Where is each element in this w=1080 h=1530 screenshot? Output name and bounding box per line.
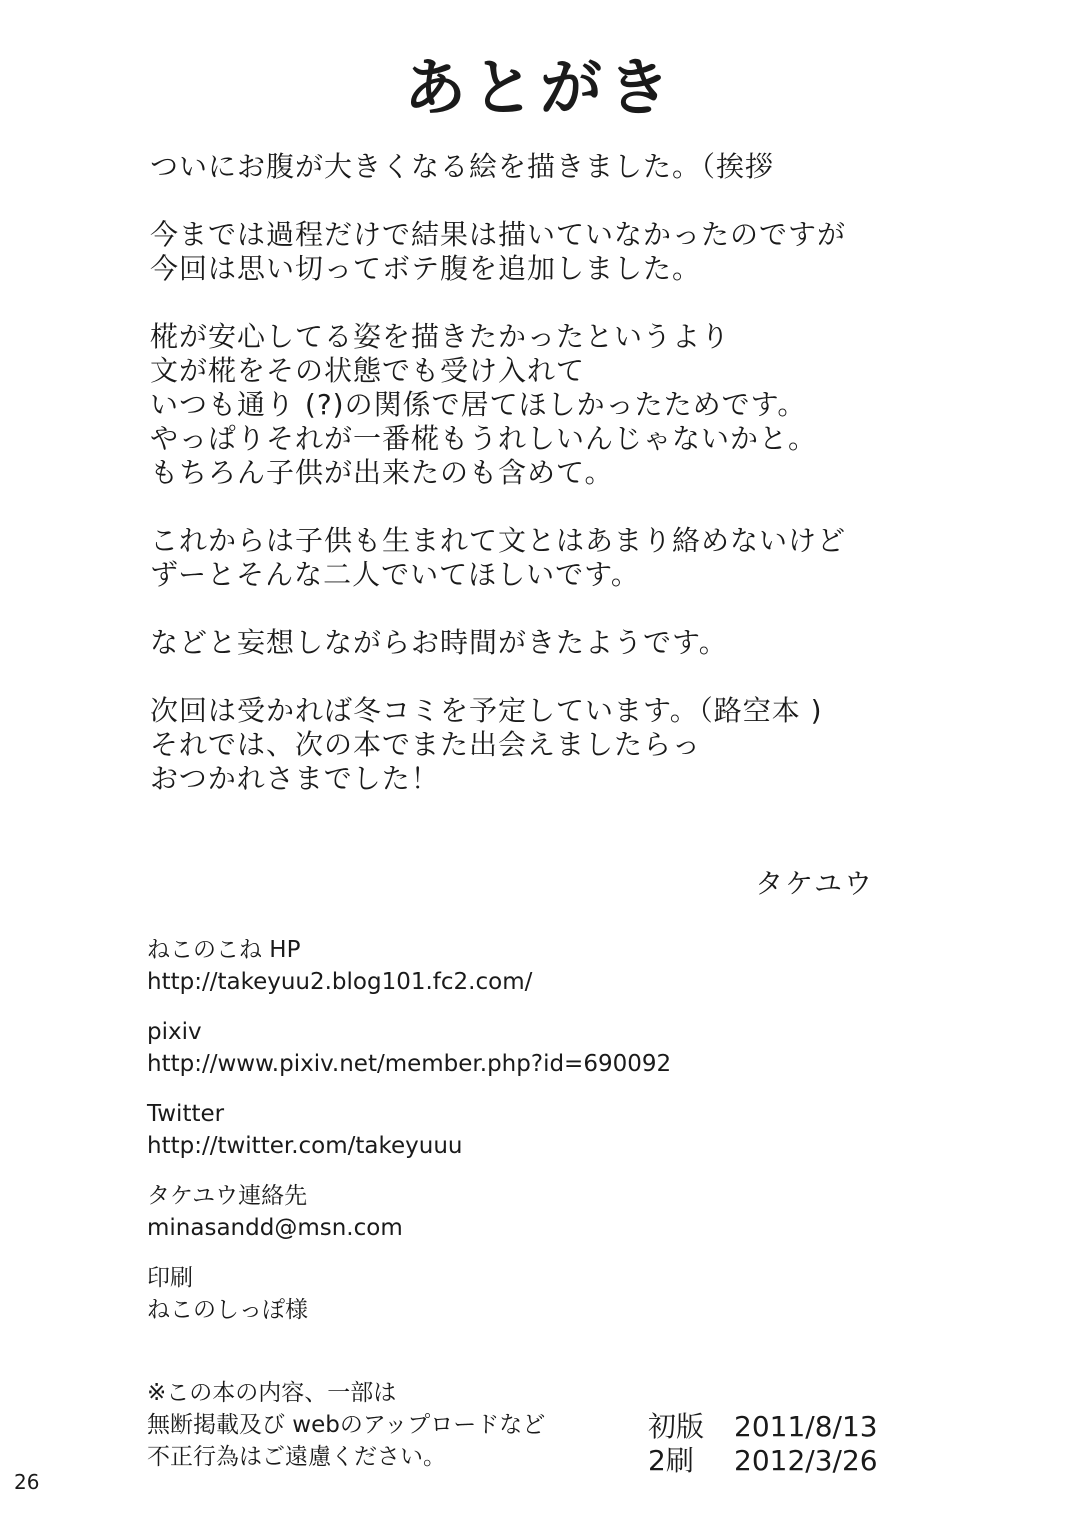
- info-block-twitter: [147, 1098, 847, 1162]
- pixiv-url[interactable]: http://www.pixiv.net/member.php?id=690092: [147, 1051, 672, 1077]
- info-block-pixiv: [147, 1016, 847, 1080]
- copyright-notice: [147, 1377, 545, 1473]
- contact-info: [147, 934, 847, 1344]
- text-line: ずーとそんな二人でいてほしいです。: [150, 558, 640, 591]
- edition-history: [648, 1410, 878, 1478]
- afterword-body: [150, 150, 910, 830]
- page-title: あとがき: [403, 51, 676, 124]
- paragraph: [150, 626, 910, 660]
- info-block-contact: [147, 1180, 847, 1244]
- notice-line: 無断掲載及び webのアップロードなど: [147, 1412, 546, 1438]
- info-label: ねこのこね HP: [147, 937, 301, 963]
- info-label: タケユウ連絡先: [147, 1183, 308, 1209]
- paragraph: [150, 320, 910, 490]
- edition-row: [648, 1410, 878, 1444]
- text-line: 椛が安心してる姿を描きたかったというより: [150, 320, 731, 353]
- info-block-homepage: [147, 934, 847, 998]
- edition-row: [648, 1444, 878, 1478]
- text-line: もちろん子供が出来たのも含めて。: [150, 456, 614, 489]
- edition-label: 2刷: [648, 1444, 694, 1477]
- text-line: 今回は思い切ってボテ腹を追加しました。: [150, 252, 702, 285]
- info-label: 印刷: [147, 1265, 193, 1291]
- edition-date: 2011/8/13: [734, 1410, 878, 1443]
- edition-label: 初版: [648, 1410, 705, 1443]
- paragraph: [150, 150, 910, 184]
- text-line: 今までは過程だけで結果は描いていなかったのですが: [150, 218, 847, 251]
- text-line: などと妄想しながらお時間がきたようです。: [150, 626, 728, 659]
- paragraph: [150, 524, 910, 592]
- author-signature: タケユウ: [755, 867, 874, 900]
- text-line: 次回は受かれば冬コミを予定しています。（路空本 ): [150, 694, 823, 727]
- notice-line: ※この本の内容、一部は: [147, 1380, 397, 1406]
- info-label: Twitter: [147, 1101, 225, 1127]
- text-line: 文が椛をその状態でも受け入れて: [150, 354, 586, 387]
- text-line: これからは子供も生まれて文とはあまり絡めないけど: [150, 524, 847, 557]
- page-number: 26: [14, 1470, 40, 1494]
- edition-date: 2012/3/26: [734, 1444, 878, 1477]
- text-line: それでは、次の本でまた出会えましたらっ: [150, 728, 702, 761]
- homepage-url[interactable]: http://takeyuu2.blog101.fc2.com/: [147, 969, 533, 995]
- info-block-printing: [147, 1262, 847, 1326]
- printer-name: ねこのしっぽ様: [147, 1297, 308, 1323]
- text-line: おつかれさまでした！: [150, 762, 440, 795]
- text-line: いつも通り (?)の関係で居てほしかったためです。: [150, 388, 807, 421]
- text-line: やっぱりそれが一番椛もうれしいんじゃないかと。: [150, 422, 818, 455]
- paragraph: [150, 218, 910, 286]
- info-label: pixiv: [147, 1019, 202, 1045]
- paragraph: [150, 694, 910, 796]
- contact-email[interactable]: minasandd@msn.com: [147, 1215, 403, 1241]
- text-line: ついにお腹が大きくなる絵を描きました。（挨拶: [150, 150, 775, 183]
- twitter-url[interactable]: http://twitter.com/takeyuuu: [147, 1133, 463, 1159]
- notice-line: 不正行為はご遠慮ください。: [147, 1444, 446, 1470]
